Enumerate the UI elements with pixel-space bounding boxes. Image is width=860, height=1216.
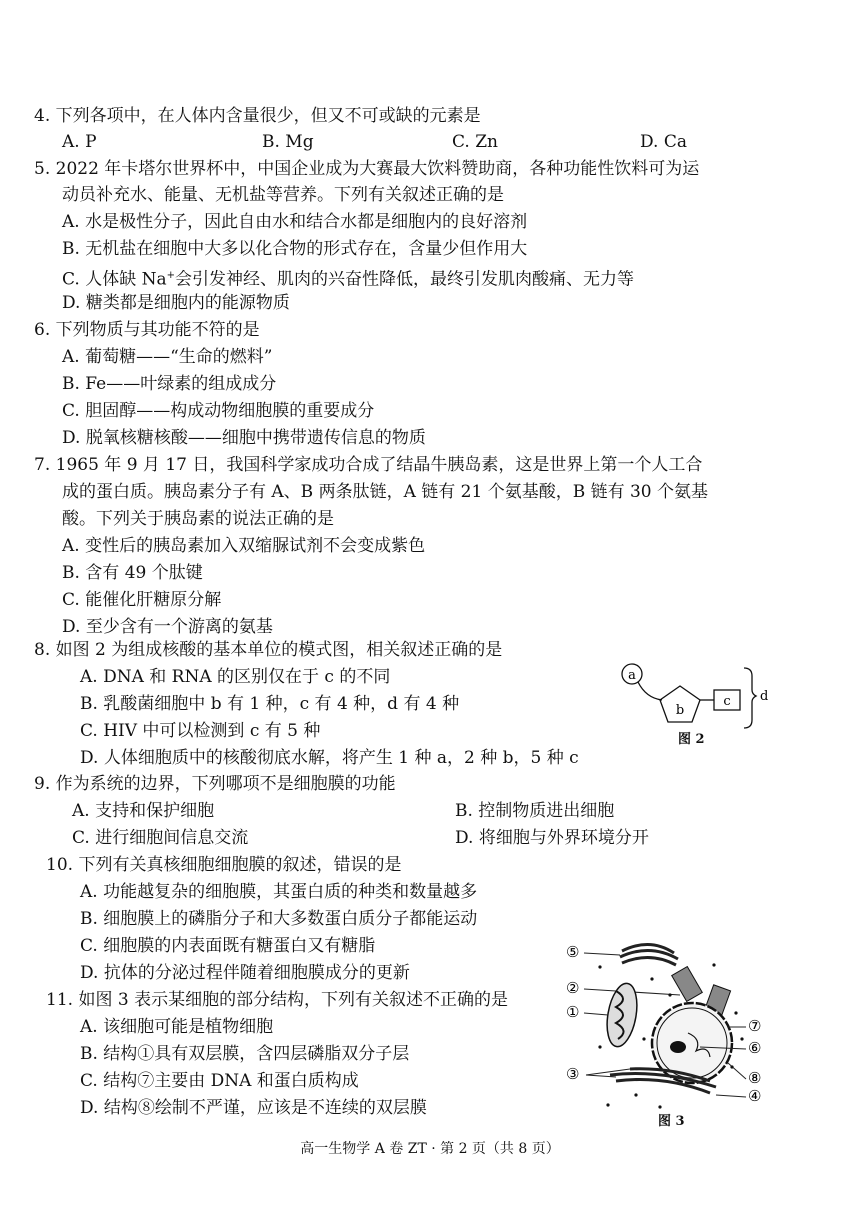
q5-option-c-pre: C. 人体缺 Na [62,269,167,290]
q6-option-b: B. Fe——叶绿素的组成成分 [62,374,277,394]
figure2-label-a: a [628,668,636,683]
q6-stem: 6. 下列物质与其功能不符的是 [34,320,260,340]
q5-option-b: B. 无机盐在细胞中大多以化合物的形式存在，含量少但作用大 [62,239,528,259]
figure2-label-c: c [723,694,731,709]
q10-option-b: B. 细胞膜上的磷脂分子和大多数蛋白质分子都能运动 [80,909,478,929]
q9-option-c: C. 进行细胞间信息交流 [72,828,249,848]
q6-option-d: D. 脱氧核糖核酸——细胞中携带遗传信息的物质 [62,428,426,448]
q9-option-d: D. 将细胞与外界环境分开 [455,828,649,848]
figure3-label-4: ④ [748,1087,762,1105]
q7-option-b: B. 含有 49 个肽键 [62,563,203,583]
q11-stem: 11. 如图 3 表示某细胞的部分结构，下列有关叙述不正确的是 [46,990,509,1010]
q9-option-a: A. 支持和保护细胞 [72,801,215,821]
q5-option-d: D. 糖类都是细胞内的能源物质 [62,293,290,313]
q7-option-a: A. 变性后的胰岛素加入双缩脲试剂不会变成紫色 [62,536,426,556]
q8-stem: 8. 如图 2 为组成核酸的基本单位的模式图，相关叙述正确的是 [34,640,503,660]
q11-option-b: B. 结构①具有双层膜，含四层磷脂双分子层 [80,1044,410,1064]
q5-option-a: A. 水是极性分子，因此自由水和结合水都是细胞内的良好溶剂 [62,212,528,232]
q9-stem: 9. 作为系统的边界，下列哪项不是细胞膜的功能 [34,774,396,794]
figure3-label-8: ⑧ [748,1069,762,1087]
q4-option-d: D. Ca [640,132,687,152]
q5-option-c [62,264,634,292]
q10-option-d: D. 抗体的分泌过程伴随着细胞膜成分的更新 [80,963,410,983]
q7-option-c: C. 能催化肝糖原分解 [62,590,222,610]
golgi-apparatus [620,944,678,965]
figure3-cell-diagram [560,935,790,1115]
q5-stem-line1: 5. 2022 年卡塔尔世界杯中，中国企业成为大赛最大饮料赞助商，各种功能性饮料可为运 [34,159,700,179]
figure2-caption: 图 2 [678,732,705,747]
q11-option-c: C. 结构⑦主要由 DNA 和蛋白质构成 [80,1071,359,1091]
q4-stem: 4. 下列各项中，在人体内含量很少，但又不可或缺的元素是 [34,106,481,126]
q4-option-c: C. Zn [452,132,498,152]
figure3-label-2: ② [566,979,580,997]
q7-stem-line1: 7. 1965 年 9 月 17 日，我国科学家成功合成了结晶牛胰岛素，这是世界上第一个人工合 [34,455,703,475]
q4-option-b: B. Mg [262,132,314,152]
q8-option-a: A. DNA 和 RNA 的区别仅在于 c 的不同 [80,667,391,687]
figure3-label-3: ③ [566,1065,580,1083]
q11-option-d: D. 结构⑧绘制不严谨，应该是不连续的双层膜 [80,1098,427,1118]
q5-option-c-post: 会引发神经、肌肉的兴奋性降低，最终引发肌肉酸痛、无力等 [175,269,635,290]
figure3-caption: 图 3 [658,1114,685,1129]
q6-option-a: A. 葡萄糖——“生命的燃料” [62,347,273,367]
q10-option-c: C. 细胞膜的内表面既有糖蛋白又有糖脂 [80,936,376,956]
page-footer: 高一生物学 A 卷 ZT · 第 2 页（共 8 页） [300,1141,560,1157]
q5-option-c-sup: + [166,270,176,281]
q8-option-d: D. 人体细胞质中的核酸彻底水解，将产生 1 种 a，2 种 b，5 种 c [80,748,579,768]
figure2-label-b: b [675,703,685,718]
q8-option-b: B. 乳酸菌细胞中 b 有 1 种，c 有 4 种，d 有 4 种 [80,694,460,714]
figure3-label-6: ⑥ [748,1039,762,1057]
q10-stem: 10. 下列有关真核细胞细胞膜的叙述，错误的是 [46,855,402,875]
q11-option-a: A. 该细胞可能是植物细胞 [80,1017,274,1037]
figure3-label-5: ⑤ [566,943,580,961]
q7-stem-line3: 酸。下列关于胰岛素的说法正确的是 [62,509,334,529]
q4-option-a: A. P [62,132,97,152]
q5-stem-line2: 动员补充水、能量、无机盐等营养。下列有关叙述正确的是 [62,185,504,205]
q6-option-c: C. 胆固醇——构成动物细胞膜的重要成分 [62,401,375,421]
q7-option-d: D. 至少含有一个游离的氨基 [62,617,273,637]
q7-stem-line2: 成的蛋白质。胰岛素分子有 A、B 两条肽链，A 链有 21 个氨基酸，B 链有 30 个氨基 [62,482,709,502]
q9-option-b: B. 控制物质进出细胞 [455,801,615,821]
q10-option-a: A. 功能越复杂的细胞膜，其蛋白质的种类和数量越多 [80,882,478,902]
figure2-label-d: d [760,689,769,704]
figure3-label-7: ⑦ [748,1017,762,1035]
mitochondrion [603,981,642,1049]
figure3-label-1: ① [566,1003,580,1021]
q8-option-c: C. HIV 中可以检测到 c 有 5 种 [80,721,321,741]
